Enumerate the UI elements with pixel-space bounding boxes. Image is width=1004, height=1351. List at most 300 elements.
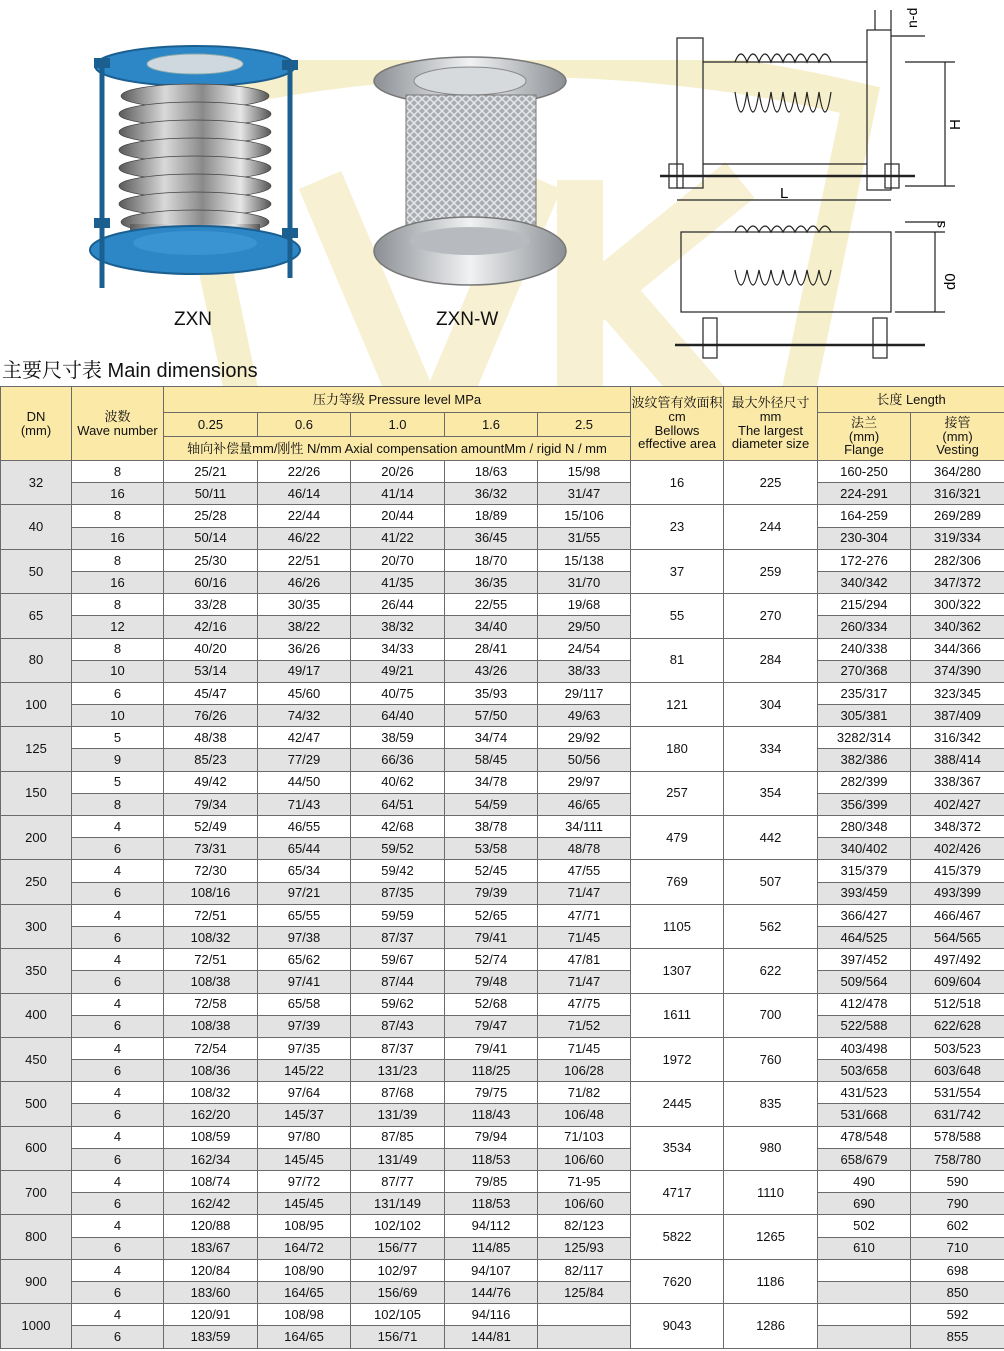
cell-vesting: 850: [911, 1281, 1004, 1303]
cell-pressure: 144/76: [445, 1281, 538, 1303]
cell-pressure: 15/138: [538, 549, 631, 571]
cell-flange: 464/525: [818, 926, 911, 948]
cell-pressure: 71/103: [538, 1126, 631, 1148]
cell-pressure: 65/34: [258, 860, 351, 882]
cell-wave: 6: [72, 1015, 164, 1037]
cell-pressure: 50/11: [164, 483, 258, 505]
cell-pressure: 97/41: [258, 971, 351, 993]
cell-flange: 412/478: [818, 993, 911, 1015]
cell-wave: 6: [72, 971, 164, 993]
cell-pressure: 108/59: [164, 1126, 258, 1148]
cell-pressure: 125/93: [538, 1237, 631, 1259]
cell-pressure: 87/68: [351, 1082, 445, 1104]
cell-flange: 230-304: [818, 527, 911, 549]
table-row: [1, 1326, 1004, 1348]
cell-pressure: 73/31: [164, 838, 258, 860]
cell-flange: 224-291: [818, 483, 911, 505]
cell-pressure: 35/93: [445, 682, 538, 704]
table-row: [1, 1015, 1004, 1037]
cell-area: 257: [631, 771, 724, 815]
cell-pressure: 60/16: [164, 571, 258, 593]
cell-flange: 502: [818, 1215, 911, 1237]
cell-flange: 658/679: [818, 1148, 911, 1170]
cell-vesting: 323/345: [911, 682, 1004, 704]
cell-pressure: 65/58: [258, 993, 351, 1015]
cell-pressure: 36/26: [258, 638, 351, 660]
cell-pressure: 50/56: [538, 749, 631, 771]
cell-dn: 125: [1, 727, 72, 771]
cell-vesting: 603/648: [911, 1060, 1004, 1082]
cell-dn: 80: [1, 638, 72, 682]
table-row: [1, 1082, 1004, 1104]
cell-pressure: 72/58: [164, 993, 258, 1015]
cell-pressure: 57/50: [445, 705, 538, 727]
table-row: [1, 816, 1004, 838]
cell-wave: 6: [72, 926, 164, 948]
cell-vesting: 316/321: [911, 483, 1004, 505]
cell-diameter: 244: [724, 505, 818, 549]
cell-vesting: 855: [911, 1326, 1004, 1348]
cell-pressure: 79/41: [445, 926, 538, 948]
cell-dn: 450: [1, 1037, 72, 1081]
cell-diameter: 270: [724, 594, 818, 638]
cell-flange: 431/523: [818, 1082, 911, 1104]
cell-pressure: 97/80: [258, 1126, 351, 1148]
cell-diameter: 284: [724, 638, 818, 682]
cell-diameter: 622: [724, 949, 818, 993]
table-row: [1, 1281, 1004, 1303]
cell-wave: 10: [72, 705, 164, 727]
cell-wave: 9: [72, 749, 164, 771]
cell-diameter: 1110: [724, 1171, 818, 1215]
cell-pressure: 102/97: [351, 1259, 445, 1281]
table-row: [1, 1060, 1004, 1082]
cell-pressure: 82/117: [538, 1259, 631, 1281]
header-wave: 波数 Wave number: [72, 387, 164, 461]
cell-pressure: 29/117: [538, 682, 631, 704]
cell-wave: 8: [72, 549, 164, 571]
table-row: [1, 1304, 1004, 1326]
cell-flange: 531/668: [818, 1104, 911, 1126]
cell-pressure: 64/51: [351, 793, 445, 815]
cell-pressure: 46/22: [258, 527, 351, 549]
header-pressure-level: 0.6: [258, 413, 351, 437]
cell-pressure: 94/116: [445, 1304, 538, 1326]
cell-pressure: 156/69: [351, 1281, 445, 1303]
header-flange: 法兰 (mm) Flange: [818, 413, 911, 461]
cell-pressure: 40/75: [351, 682, 445, 704]
cell-pressure: 102/105: [351, 1304, 445, 1326]
cell-flange: 522/588: [818, 1015, 911, 1037]
cell-pressure: 34/33: [351, 638, 445, 660]
cell-vesting: 269/289: [911, 505, 1004, 527]
cell-wave: 6: [72, 1193, 164, 1215]
cell-pressure: 164/65: [258, 1281, 351, 1303]
cell-pressure: 49/17: [258, 660, 351, 682]
cell-pressure: 145/37: [258, 1104, 351, 1126]
cell-pressure: 41/22: [351, 527, 445, 549]
cell-area: 9043: [631, 1304, 724, 1348]
cell-pressure: 156/71: [351, 1326, 445, 1348]
cell-pressure: 145/45: [258, 1193, 351, 1215]
cell-vesting: 564/565: [911, 926, 1004, 948]
drawing-label-h: H: [947, 119, 964, 130]
table-row: [1, 705, 1004, 727]
cell-flange: 509/564: [818, 971, 911, 993]
cell-pressure: 52/68: [445, 993, 538, 1015]
cell-flange: 270/368: [818, 660, 911, 682]
cell-pressure: 46/55: [258, 816, 351, 838]
cell-pressure: 26/44: [351, 594, 445, 616]
cell-dn: 800: [1, 1215, 72, 1259]
cell-pressure: 29/50: [538, 616, 631, 638]
cell-pressure: 36/35: [445, 571, 538, 593]
cell-pressure: 72/54: [164, 1037, 258, 1059]
cell-pressure: 108/98: [258, 1304, 351, 1326]
cell-vesting: 503/523: [911, 1037, 1004, 1059]
cell-pressure: 64/40: [351, 705, 445, 727]
cell-flange: [818, 1281, 911, 1303]
cell-area: 23: [631, 505, 724, 549]
cell-wave: 5: [72, 727, 164, 749]
cell-pressure: 43/26: [445, 660, 538, 682]
cell-flange: 240/338: [818, 638, 911, 660]
cell-vesting: 531/554: [911, 1082, 1004, 1104]
cell-dn: 900: [1, 1259, 72, 1303]
cell-pressure: 77/29: [258, 749, 351, 771]
cell-pressure: 183/59: [164, 1326, 258, 1348]
cell-pressure: 79/39: [445, 882, 538, 904]
cell-pressure: 53/58: [445, 838, 538, 860]
cell-dn: 100: [1, 682, 72, 726]
header-dn: DN (mm): [1, 387, 72, 461]
cell-area: 7620: [631, 1259, 724, 1303]
cell-pressure: 183/60: [164, 1281, 258, 1303]
cell-area: 55: [631, 594, 724, 638]
drawing-label-nd: n-d: [904, 7, 920, 28]
cell-pressure: 131/49: [351, 1148, 445, 1170]
cell-area: 769: [631, 860, 724, 904]
cell-flange: 305/381: [818, 705, 911, 727]
cell-pressure: 49/42: [164, 771, 258, 793]
cell-dn: 600: [1, 1126, 72, 1170]
cell-flange: 490: [818, 1171, 911, 1193]
cell-pressure: 59/62: [351, 993, 445, 1015]
cell-vesting: 497/492: [911, 949, 1004, 971]
cell-area: 1105: [631, 904, 724, 948]
header-area: 波纹管有效面积 cm Bellows effective area: [631, 387, 724, 461]
cell-pressure: 102/102: [351, 1215, 445, 1237]
cell-area: 180: [631, 727, 724, 771]
cell-pressure: 106/28: [538, 1060, 631, 1082]
cell-pressure: 108/90: [258, 1259, 351, 1281]
cell-pressure: 97/21: [258, 882, 351, 904]
cell-vesting: 340/362: [911, 616, 1004, 638]
table-row: [1, 1104, 1004, 1126]
cell-pressure: 108/32: [164, 926, 258, 948]
cell-pressure: 34/40: [445, 616, 538, 638]
cell-pressure: 33/28: [164, 594, 258, 616]
drawing-label-l: L: [780, 185, 789, 202]
cell-flange: 164-259: [818, 505, 911, 527]
cell-diameter: 562: [724, 904, 818, 948]
cell-pressure: 47/75: [538, 993, 631, 1015]
cell-wave: 6: [72, 682, 164, 704]
cell-pressure: 18/70: [445, 549, 538, 571]
cell-pressure: 38/59: [351, 727, 445, 749]
cell-pressure: 108/36: [164, 1060, 258, 1082]
cell-pressure: 79/47: [445, 1015, 538, 1037]
cell-diameter: 225: [724, 461, 818, 505]
table-row: [1, 1171, 1004, 1193]
cell-pressure: 120/88: [164, 1215, 258, 1237]
cell-pressure: 118/43: [445, 1104, 538, 1126]
cell-wave: 8: [72, 505, 164, 527]
cell-area: 121: [631, 682, 724, 726]
cell-pressure: 108/74: [164, 1171, 258, 1193]
cell-pressure: 97/64: [258, 1082, 351, 1104]
cell-vesting: 347/372: [911, 571, 1004, 593]
cell-flange: 366/427: [818, 904, 911, 926]
cell-pressure: 125/84: [538, 1281, 631, 1303]
cell-wave: 6: [72, 1104, 164, 1126]
cell-pressure: 106/60: [538, 1193, 631, 1215]
cell-pressure: 79/75: [445, 1082, 538, 1104]
cell-pressure: 31/55: [538, 527, 631, 549]
cell-pressure: 85/23: [164, 749, 258, 771]
cell-flange: 340/342: [818, 571, 911, 593]
cell-pressure: 42/47: [258, 727, 351, 749]
cell-area: 81: [631, 638, 724, 682]
cell-pressure: 94/107: [445, 1259, 538, 1281]
cell-vesting: 387/409: [911, 705, 1004, 727]
cell-pressure: 58/45: [445, 749, 538, 771]
cell-vesting: 578/588: [911, 1126, 1004, 1148]
cell-wave: 4: [72, 1082, 164, 1104]
cell-pressure: 22/44: [258, 505, 351, 527]
cell-vesting: 316/342: [911, 727, 1004, 749]
cell-vesting: 512/518: [911, 993, 1004, 1015]
cell-vesting: 758/780: [911, 1148, 1004, 1170]
header-vesting: 接管 (mm) Vesting: [911, 413, 1004, 461]
cell-wave: 16: [72, 527, 164, 549]
cell-area: 16: [631, 461, 724, 505]
cell-pressure: 87/37: [351, 926, 445, 948]
cell-dn: 700: [1, 1171, 72, 1215]
cell-pressure: 40/62: [351, 771, 445, 793]
header-axial: 轴向补偿量mm/刚性 N/mm Axial compensation amountMm / rigid N / mm: [164, 437, 631, 461]
cell-pressure: 162/20: [164, 1104, 258, 1126]
cell-wave: 5: [72, 771, 164, 793]
cell-pressure: 108/16: [164, 882, 258, 904]
cell-pressure: 106/48: [538, 1104, 631, 1126]
cell-pressure: 52/49: [164, 816, 258, 838]
cell-vesting: 609/604: [911, 971, 1004, 993]
cell-flange: 478/548: [818, 1126, 911, 1148]
cell-flange: 160-250: [818, 461, 911, 483]
cell-diameter: 354: [724, 771, 818, 815]
cell-diameter: 980: [724, 1126, 818, 1170]
cell-pressure: 97/72: [258, 1171, 351, 1193]
cell-flange: 397/452: [818, 949, 911, 971]
cell-pressure: 120/84: [164, 1259, 258, 1281]
cell-wave: 10: [72, 660, 164, 682]
cell-pressure: 54/59: [445, 793, 538, 815]
cell-pressure: 106/60: [538, 1148, 631, 1170]
zxn-w-product-photo: [370, 55, 580, 295]
zxn-w-caption: ZXN-W: [436, 309, 499, 330]
table-row: [1, 549, 1004, 571]
cell-pressure: 87/44: [351, 971, 445, 993]
cell-dn: 32: [1, 461, 72, 505]
cell-pressure: 145/45: [258, 1148, 351, 1170]
cell-wave: 6: [72, 1326, 164, 1348]
table-row: [1, 1037, 1004, 1059]
cell-pressure: 131/149: [351, 1193, 445, 1215]
table-row: [1, 1215, 1004, 1237]
section-title: 主要尺寸表 Main dimensions: [2, 360, 258, 382]
cell-wave: 6: [72, 1148, 164, 1170]
cell-area: 479: [631, 816, 724, 860]
table-row: [1, 505, 1004, 527]
cell-wave: 4: [72, 1171, 164, 1193]
cell-diameter: 1186: [724, 1259, 818, 1303]
cell-pressure: 76/26: [164, 705, 258, 727]
cell-diameter: 700: [724, 993, 818, 1037]
cell-pressure: 24/54: [538, 638, 631, 660]
cell-pressure: 45/47: [164, 682, 258, 704]
cell-pressure: 40/20: [164, 638, 258, 660]
cell-pressure: 71/47: [538, 971, 631, 993]
table-row: [1, 571, 1004, 593]
cell-pressure: 15/106: [538, 505, 631, 527]
cell-pressure: 20/70: [351, 549, 445, 571]
cell-pressure: 34/111: [538, 816, 631, 838]
cell-pressure: 53/14: [164, 660, 258, 682]
cell-flange: 403/498: [818, 1037, 911, 1059]
cell-pressure: [538, 1326, 631, 1348]
cell-pressure: 38/22: [258, 616, 351, 638]
cell-vesting: 466/467: [911, 904, 1004, 926]
cell-flange: 282/399: [818, 771, 911, 793]
cell-pressure: 156/77: [351, 1237, 445, 1259]
cell-flange: 503/658: [818, 1060, 911, 1082]
table-row: [1, 616, 1004, 638]
cell-pressure: 34/78: [445, 771, 538, 793]
cell-pressure: 87/43: [351, 1015, 445, 1037]
table-row: [1, 749, 1004, 771]
cell-pressure: 72/51: [164, 904, 258, 926]
cell-pressure: 71/52: [538, 1015, 631, 1037]
cell-pressure: 50/14: [164, 527, 258, 549]
table-row: [1, 882, 1004, 904]
cell-flange: 356/399: [818, 793, 911, 815]
header-length: 长度 Length: [818, 387, 1004, 413]
cell-pressure: 15/98: [538, 461, 631, 483]
cell-vesting: 319/334: [911, 527, 1004, 549]
cell-pressure: 108/38: [164, 971, 258, 993]
table-row: [1, 727, 1004, 749]
cell-pressure: 20/44: [351, 505, 445, 527]
cell-pressure: 36/45: [445, 527, 538, 549]
cell-diameter: 1286: [724, 1304, 818, 1348]
cell-pressure: 108/95: [258, 1215, 351, 1237]
cell-pressure: 22/55: [445, 594, 538, 616]
cell-pressure: 71/45: [538, 1037, 631, 1059]
cell-vesting: 338/367: [911, 771, 1004, 793]
cell-flange: 280/348: [818, 816, 911, 838]
cell-pressure: 120/91: [164, 1304, 258, 1326]
cell-pressure: 46/26: [258, 571, 351, 593]
cell-pressure: 97/39: [258, 1015, 351, 1037]
cell-pressure: [538, 1304, 631, 1326]
cell-flange: 172-276: [818, 549, 911, 571]
cell-pressure: 118/53: [445, 1148, 538, 1170]
cell-pressure: 66/36: [351, 749, 445, 771]
table-row: [1, 860, 1004, 882]
cell-pressure: 162/34: [164, 1148, 258, 1170]
cell-dn: 400: [1, 993, 72, 1037]
cell-wave: 6: [72, 1281, 164, 1303]
cell-pressure: 79/41: [445, 1037, 538, 1059]
cell-wave: 8: [72, 638, 164, 660]
cell-flange: 393/459: [818, 882, 911, 904]
cell-pressure: 42/16: [164, 616, 258, 638]
cell-wave: 4: [72, 860, 164, 882]
cell-vesting: 602: [911, 1215, 1004, 1237]
technical-drawing: [655, 0, 1004, 365]
cell-pressure: 79/34: [164, 793, 258, 815]
cell-dn: 40: [1, 505, 72, 549]
cell-pressure: 65/44: [258, 838, 351, 860]
cell-flange: [818, 1304, 911, 1326]
cell-wave: 6: [72, 1237, 164, 1259]
cell-pressure: 87/35: [351, 882, 445, 904]
cell-pressure: 25/21: [164, 461, 258, 483]
cell-pressure: 59/67: [351, 949, 445, 971]
cell-pressure: 71/43: [258, 793, 351, 815]
cell-pressure: 22/26: [258, 461, 351, 483]
cell-pressure: 79/85: [445, 1171, 538, 1193]
cell-pressure: 29/97: [538, 771, 631, 793]
cell-pressure: 49/63: [538, 705, 631, 727]
cell-pressure: 131/23: [351, 1060, 445, 1082]
cell-wave: 6: [72, 882, 164, 904]
cell-flange: 260/334: [818, 616, 911, 638]
table-row: [1, 949, 1004, 971]
cell-wave: 6: [72, 838, 164, 860]
cell-pressure: 34/74: [445, 727, 538, 749]
cell-vesting: 300/322: [911, 594, 1004, 616]
cell-pressure: 46/14: [258, 483, 351, 505]
cell-vesting: 374/390: [911, 660, 1004, 682]
cell-dn: 250: [1, 860, 72, 904]
cell-pressure: 46/65: [538, 793, 631, 815]
table-row: [1, 1237, 1004, 1259]
cell-flange: 690: [818, 1193, 911, 1215]
cell-dn: 350: [1, 949, 72, 993]
cell-wave: 8: [72, 793, 164, 815]
cell-pressure: 97/38: [258, 926, 351, 948]
cell-flange: 215/294: [818, 594, 911, 616]
cell-pressure: 47/81: [538, 949, 631, 971]
table-row: [1, 993, 1004, 1015]
cell-pressure: 65/62: [258, 949, 351, 971]
cell-vesting: 282/306: [911, 549, 1004, 571]
cell-pressure: 18/89: [445, 505, 538, 527]
table-row: [1, 771, 1004, 793]
cell-vesting: 493/399: [911, 882, 1004, 904]
